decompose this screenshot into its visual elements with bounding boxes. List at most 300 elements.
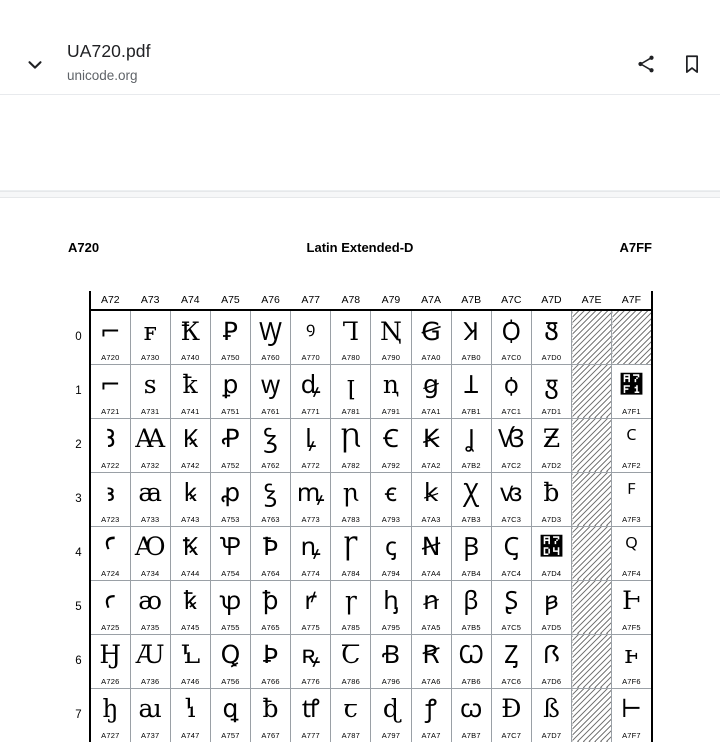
code-cell-A753 xyxy=(210,472,250,526)
column-header-a79: A79 xyxy=(371,291,411,310)
glyph: ꝲ xyxy=(305,424,317,453)
code-point-label: A791 xyxy=(381,406,401,416)
code-point-label: A796 xyxy=(381,676,401,686)
code-cell-A755 xyxy=(210,580,250,634)
column-header-a7a: A7A xyxy=(411,291,451,310)
code-cell-A7F2 xyxy=(612,418,652,472)
code-cell-A7F6 xyxy=(612,634,652,688)
code-cell-A761 xyxy=(251,364,291,418)
code-chart-row xyxy=(68,688,652,742)
code-point-label: A7C7 xyxy=(501,731,522,740)
code-cell-A7F4 xyxy=(612,526,652,580)
glyph: Ꝧ xyxy=(263,640,279,669)
code-cell-A774 xyxy=(291,526,331,580)
corner-spacer xyxy=(68,291,90,310)
glyph: ⌐ xyxy=(99,316,121,346)
glyph: ꝭ xyxy=(425,694,437,723)
code-point-label: A792 xyxy=(381,460,401,470)
code-cell-A760 xyxy=(251,310,291,364)
glyph: Ꞅ xyxy=(343,532,359,561)
glyph: Ꞃ xyxy=(340,424,362,453)
code-point-label: A7D2 xyxy=(541,460,562,470)
code-point-label: A725 xyxy=(101,622,120,632)
code-cell-A746 xyxy=(170,634,210,688)
code-point-label: A752 xyxy=(221,460,240,470)
code-point-label: A7B1 xyxy=(461,406,481,416)
glyph: ꝰ xyxy=(305,316,316,346)
code-point-label: A756 xyxy=(221,676,240,686)
glyph: Ⱶ xyxy=(622,586,641,615)
bookmark-icon xyxy=(681,53,703,75)
code-point-label: A7A3 xyxy=(421,514,441,524)
code-point-label: A762 xyxy=(261,460,280,470)
code-point-label: A753 xyxy=(221,514,240,524)
code-cell-reserved xyxy=(572,310,612,364)
glyph: ꜥ xyxy=(104,586,117,615)
share-button[interactable] xyxy=(626,44,666,84)
code-cell-A784 xyxy=(331,526,371,580)
code-cell-A7C5 xyxy=(491,580,531,634)
glyph: ꞷ xyxy=(459,694,483,723)
code-point-label: A750 xyxy=(221,352,240,362)
code-cell-A787 xyxy=(331,688,371,742)
code-cell-A743 xyxy=(170,472,210,526)
code-cell-A792 xyxy=(371,418,411,472)
glyph: ⱶ xyxy=(624,640,639,669)
code-cell-A754 xyxy=(210,526,250,580)
code-point-label: A776 xyxy=(301,676,320,686)
code-point-label: A720 xyxy=(101,352,120,362)
code-cell-A7B5 xyxy=(451,580,491,634)
code-cell-A7A5 xyxy=(411,580,451,634)
pdf-viewer[interactable] xyxy=(0,95,720,740)
glyph: ꜣ xyxy=(105,478,115,507)
code-point-label: A764 xyxy=(261,568,280,578)
code-point-label: A7F1 xyxy=(622,406,641,416)
code-point-label: A754 xyxy=(221,568,240,578)
row-label-7: 7 xyxy=(68,688,90,742)
code-cell-A7B4 xyxy=(451,526,491,580)
glyph: ɖ xyxy=(382,694,400,723)
glyph: ꝵ xyxy=(304,586,317,615)
code-cell-A723 xyxy=(90,472,130,526)
column-header-a77: A77 xyxy=(291,291,331,310)
code-point-label: A787 xyxy=(341,731,360,740)
code-cell-A794 xyxy=(371,526,411,580)
column-header-a7f: A7F xyxy=(612,291,652,310)
code-point-label: A770 xyxy=(301,352,320,362)
document-title: UA720.pdf xyxy=(67,41,151,61)
code-cell-A7C2 xyxy=(491,418,531,472)
pdf-page-previous-tail xyxy=(0,95,720,191)
glyph: Ꝥ xyxy=(263,532,279,561)
code-cell-A775 xyxy=(291,580,331,634)
code-point-label: A724 xyxy=(101,568,120,578)
code-cell-reserved xyxy=(612,310,652,364)
glyph: ꜵ xyxy=(138,586,163,615)
code-point-label: A7F6 xyxy=(622,676,641,686)
share-icon xyxy=(635,53,657,75)
code-chart xyxy=(68,291,652,742)
glyph: ꟴ xyxy=(625,532,638,561)
code-point-label: A781 xyxy=(341,406,360,416)
glyph: Ꝓ xyxy=(221,424,240,453)
code-point-label: A7C1 xyxy=(501,406,522,416)
glyph: ꟔ xyxy=(538,532,564,561)
code-cell-A736 xyxy=(130,634,170,688)
code-cell-reserved xyxy=(572,526,612,580)
code-cell-A727 xyxy=(90,688,130,742)
glyph: ꝑ xyxy=(222,370,239,399)
code-cell-A795 xyxy=(371,580,411,634)
column-header-a7b: A7B xyxy=(451,291,491,310)
code-cell-A7A6 xyxy=(411,634,451,688)
code-chart-body xyxy=(68,310,652,742)
code-cell-A734 xyxy=(130,526,170,580)
code-point-label: A7A6 xyxy=(421,676,441,686)
code-point-label: A744 xyxy=(181,568,200,578)
column-header-a7d: A7D xyxy=(531,291,571,310)
glyph: ꜳ xyxy=(138,478,162,507)
code-cell-A763 xyxy=(251,472,291,526)
code-point-label: A773 xyxy=(301,514,320,524)
glyph: ꞑ xyxy=(382,370,399,399)
glyph: Ꝡ xyxy=(259,316,283,346)
code-cell-reserved xyxy=(572,418,612,472)
glyph: Ʝ xyxy=(467,424,475,453)
code-point-label: A734 xyxy=(141,568,160,578)
code-cell-A741 xyxy=(170,364,210,418)
code-point-label: A7F4 xyxy=(622,568,641,578)
app-bar xyxy=(0,0,720,95)
code-cell-A744 xyxy=(170,526,210,580)
code-cell-A735 xyxy=(130,580,170,634)
code-cell-A7D7 xyxy=(531,688,571,742)
code-cell-A771 xyxy=(291,364,331,418)
code-point-label: A7D0 xyxy=(541,352,562,362)
code-cell-A747 xyxy=(170,688,210,742)
code-point-label: A767 xyxy=(261,731,280,740)
code-point-label: A746 xyxy=(181,676,200,686)
code-cell-A7D1 xyxy=(531,364,571,418)
code-point-label: A740 xyxy=(181,352,200,362)
glyph: Ꟗ xyxy=(542,640,561,669)
glyph: ß xyxy=(543,694,560,723)
code-cell-A7B0 xyxy=(451,310,491,364)
row-label-6: 6 xyxy=(68,634,90,688)
code-cell-A765 xyxy=(251,580,291,634)
code-point-label: A733 xyxy=(141,514,160,524)
code-cell-A725 xyxy=(90,580,130,634)
column-header-a75: A75 xyxy=(210,291,250,310)
code-cell-A720 xyxy=(90,310,130,364)
code-point-label: A763 xyxy=(261,514,280,524)
glyph: Ꜥ xyxy=(104,532,117,561)
glyph: ꞁ xyxy=(346,370,355,399)
code-point-label: A7A2 xyxy=(421,460,441,470)
glyph: ꟲ xyxy=(626,424,637,453)
code-point-label: A7C3 xyxy=(501,514,522,524)
code-cell-A7D3 xyxy=(531,472,571,526)
glyph: Ᶎ xyxy=(504,640,519,669)
glyph: Ꝅ xyxy=(182,532,199,561)
glyph: ꞅ xyxy=(344,586,357,615)
code-point-label: A797 xyxy=(381,731,401,740)
code-point-label: A7B0 xyxy=(461,352,481,362)
code-point-label: A731 xyxy=(141,406,160,416)
code-cell-A786 xyxy=(331,634,371,688)
code-cell-A790 xyxy=(371,310,411,364)
code-point-label: A757 xyxy=(221,731,240,740)
code-cell-A751 xyxy=(210,364,250,418)
code-point-label: A730 xyxy=(141,352,160,362)
code-point-label: A732 xyxy=(141,460,160,470)
glyph: ꝥ xyxy=(262,586,279,615)
row-label-2: 2 xyxy=(68,418,90,472)
code-cell-A7C1 xyxy=(491,364,531,418)
code-cell-A756 xyxy=(210,634,250,688)
code-point-label: A726 xyxy=(101,676,120,686)
glyph: Ꞓ xyxy=(383,424,399,453)
glyph: ꝡ xyxy=(260,370,281,399)
code-point-label: A780 xyxy=(341,352,360,362)
glyph: ꝳ xyxy=(296,478,325,507)
code-chart-table xyxy=(68,291,653,742)
glyph: Ꞡ xyxy=(421,316,441,346)
glyph: Ꞁ xyxy=(342,316,360,346)
glyph: ꝓ xyxy=(220,478,241,507)
glyph: ⌐ xyxy=(99,370,121,399)
row-label-0: 0 xyxy=(68,310,90,364)
code-cell-A7D5 xyxy=(531,580,571,634)
glyph: ꞥ xyxy=(423,586,439,615)
glyph: Ꞇ xyxy=(341,640,361,669)
code-cell-A7D4 xyxy=(531,526,571,580)
code-cell-A766 xyxy=(251,634,291,688)
code-point-label: A745 xyxy=(181,622,200,632)
code-point-label: A782 xyxy=(341,460,360,470)
code-point-label: A7F2 xyxy=(622,460,641,470)
code-cell-A7A4 xyxy=(411,526,451,580)
code-point-label: A737 xyxy=(141,731,160,740)
glyph: ꞣ xyxy=(423,478,439,507)
glyph: Ƶ xyxy=(542,424,561,453)
chart-header xyxy=(68,240,652,260)
code-chart-row xyxy=(68,418,652,472)
code-cell-A7B3 xyxy=(451,472,491,526)
code-cell-A732 xyxy=(130,418,170,472)
code-point-label: A7A0 xyxy=(421,352,441,362)
glyph: ꟃ xyxy=(500,478,523,507)
code-cell-A726 xyxy=(90,634,130,688)
glyph: ꝗ xyxy=(222,694,239,723)
code-cell-reserved xyxy=(572,688,612,742)
code-point-label: A7C2 xyxy=(501,460,522,470)
code-cell-A7F5 xyxy=(612,580,652,634)
code-cell-A767 xyxy=(251,688,291,742)
code-chart-row xyxy=(68,634,652,688)
document-info xyxy=(67,40,151,85)
code-point-label: A774 xyxy=(301,568,320,578)
code-point-label: A761 xyxy=(261,406,280,416)
glyph: ꞃ xyxy=(342,478,359,507)
code-cell-A776 xyxy=(291,634,331,688)
column-header-a76: A76 xyxy=(251,291,291,310)
code-point-label: A7C6 xyxy=(501,676,522,686)
bookmark-button[interactable] xyxy=(672,44,712,84)
glyph: ꝕ xyxy=(219,586,242,615)
code-cell-reserved xyxy=(572,472,612,526)
code-cell-A7F7 xyxy=(612,688,652,742)
chart-range-start: A720 xyxy=(68,240,100,255)
glyph: ꞇ xyxy=(343,694,358,723)
code-cell-A7D0 xyxy=(531,310,571,364)
glyph: Ꭓ xyxy=(463,478,480,507)
code-cell-A722 xyxy=(90,418,130,472)
code-point-label: A7C5 xyxy=(501,622,522,632)
code-cell-A772 xyxy=(291,418,331,472)
column-header-a7c: A7C xyxy=(491,291,531,310)
glyph: Ꝕ xyxy=(219,532,242,561)
row-label-3: 3 xyxy=(68,472,90,526)
code-point-label: A772 xyxy=(301,460,320,470)
code-point-label: A7D7 xyxy=(541,731,562,740)
code-point-label: A755 xyxy=(221,622,240,632)
glyph: ꟕ xyxy=(544,586,559,615)
glyph: Ʇ xyxy=(464,370,479,399)
glyph: ꟁ xyxy=(503,370,519,399)
code-cell-A797 xyxy=(371,688,411,742)
code-cell-A7C7 xyxy=(491,688,531,742)
glyph: ꝁ xyxy=(182,370,199,399)
glyph: ꝅ xyxy=(183,586,197,615)
code-point-label: A794 xyxy=(381,568,401,578)
glyph: ꞵ xyxy=(463,586,480,615)
glyph: ꝱ xyxy=(300,370,321,399)
code-cell-A793 xyxy=(371,472,411,526)
code-cell-A750 xyxy=(210,310,250,364)
glyph: Ꞷ xyxy=(458,640,485,669)
code-cell-A7A3 xyxy=(411,472,451,526)
row-label-5: 5 xyxy=(68,580,90,634)
code-cell-A7A7 xyxy=(411,688,451,742)
code-point-label: A775 xyxy=(301,622,320,632)
code-cell-A796 xyxy=(371,634,411,688)
code-point-label: A760 xyxy=(261,352,280,362)
glyph: Ꞑ xyxy=(380,316,402,346)
code-point-label: A7A5 xyxy=(421,622,441,632)
pdf-page-separator xyxy=(0,191,720,198)
glyph: Ʞ xyxy=(463,316,479,346)
code-cell-A7C6 xyxy=(491,634,531,688)
code-cell-A785 xyxy=(331,580,371,634)
row-label-1: 1 xyxy=(68,364,90,418)
code-cell-A745 xyxy=(170,580,210,634)
code-point-label: A7D1 xyxy=(541,406,562,416)
code-cell-A7B2 xyxy=(451,418,491,472)
code-point-label: A7F5 xyxy=(622,622,641,632)
app-bar-actions xyxy=(626,44,712,84)
glyph: ꝃ xyxy=(183,478,197,507)
code-cell-A7F1 xyxy=(612,364,652,418)
code-cell-A757 xyxy=(210,688,250,742)
row-label-4: 4 xyxy=(68,526,90,580)
chevron-down-icon xyxy=(23,53,47,77)
code-cell-reserved xyxy=(572,580,612,634)
code-cell-A730 xyxy=(130,310,170,364)
code-chart-row xyxy=(68,310,652,364)
code-point-label: A777 xyxy=(301,731,320,740)
glyph: Ꞔ xyxy=(503,532,520,561)
glyph: Ꞧ xyxy=(422,640,440,669)
code-cell-A7B6 xyxy=(451,634,491,688)
code-point-label: A7F3 xyxy=(622,514,641,524)
code-cell-A724 xyxy=(90,526,130,580)
code-point-label: A721 xyxy=(101,406,120,416)
glyph: ⊢ xyxy=(620,694,643,723)
code-cell-A7A2 xyxy=(411,418,451,472)
code-point-label: A7D3 xyxy=(541,514,562,524)
code-cell-A7C0 xyxy=(491,310,531,364)
code-cell-A781 xyxy=(331,364,371,418)
column-header-a7e: A7E xyxy=(572,291,612,310)
glyph: ꜱ xyxy=(143,370,157,399)
code-point-label: A786 xyxy=(341,676,360,686)
code-point-label: A7A4 xyxy=(421,568,441,578)
glyph: Ꜵ xyxy=(134,532,166,561)
chart-range-end: A7FF xyxy=(619,240,652,255)
code-chart-row xyxy=(68,364,652,418)
code-point-label: A771 xyxy=(301,406,320,416)
code-chart-column-header-row xyxy=(68,291,652,310)
pdf-page-current xyxy=(0,198,720,740)
glyph: Ꟃ xyxy=(498,424,525,453)
glyph: ꝷ xyxy=(301,694,320,723)
code-point-label: A743 xyxy=(181,514,200,524)
code-point-label: A7B3 xyxy=(461,514,481,524)
glyph: Ꝇ xyxy=(180,640,201,669)
glyph: Ꜳ xyxy=(135,424,166,453)
code-cell-A7D6 xyxy=(531,634,571,688)
code-cell-A737 xyxy=(130,688,170,742)
code-point-label: A795 xyxy=(381,622,401,632)
code-cell-A7A0 xyxy=(411,310,451,364)
code-point-label: A7B7 xyxy=(461,731,481,740)
code-point-label: A7B5 xyxy=(461,622,481,632)
glyph: Ꝗ xyxy=(220,640,241,669)
code-cell-A7C3 xyxy=(491,472,531,526)
code-cell-A7A1 xyxy=(411,364,451,418)
chart-title: Latin Extended-D xyxy=(306,240,414,255)
code-point-label: A747 xyxy=(181,731,200,740)
code-cell-A7B7 xyxy=(451,688,491,742)
code-point-label: A727 xyxy=(101,731,120,740)
document-source: unicode.org xyxy=(67,68,138,83)
code-point-label: A735 xyxy=(141,622,160,632)
glyph: ꜷ xyxy=(138,694,162,723)
code-cell-A764 xyxy=(251,526,291,580)
glyph: Ꜷ xyxy=(135,640,165,669)
code-cell-A777 xyxy=(291,688,331,742)
glyph: Ꝃ xyxy=(182,424,199,453)
column-header-a72: A72 xyxy=(90,291,130,310)
code-cell-A770 xyxy=(291,310,331,364)
code-point-label: A7B6 xyxy=(461,676,481,686)
glyph: Ʂ xyxy=(504,586,519,615)
column-header-a78: A78 xyxy=(331,291,371,310)
code-cell-A782 xyxy=(331,418,371,472)
collapse-chevron-button[interactable] xyxy=(14,44,56,86)
